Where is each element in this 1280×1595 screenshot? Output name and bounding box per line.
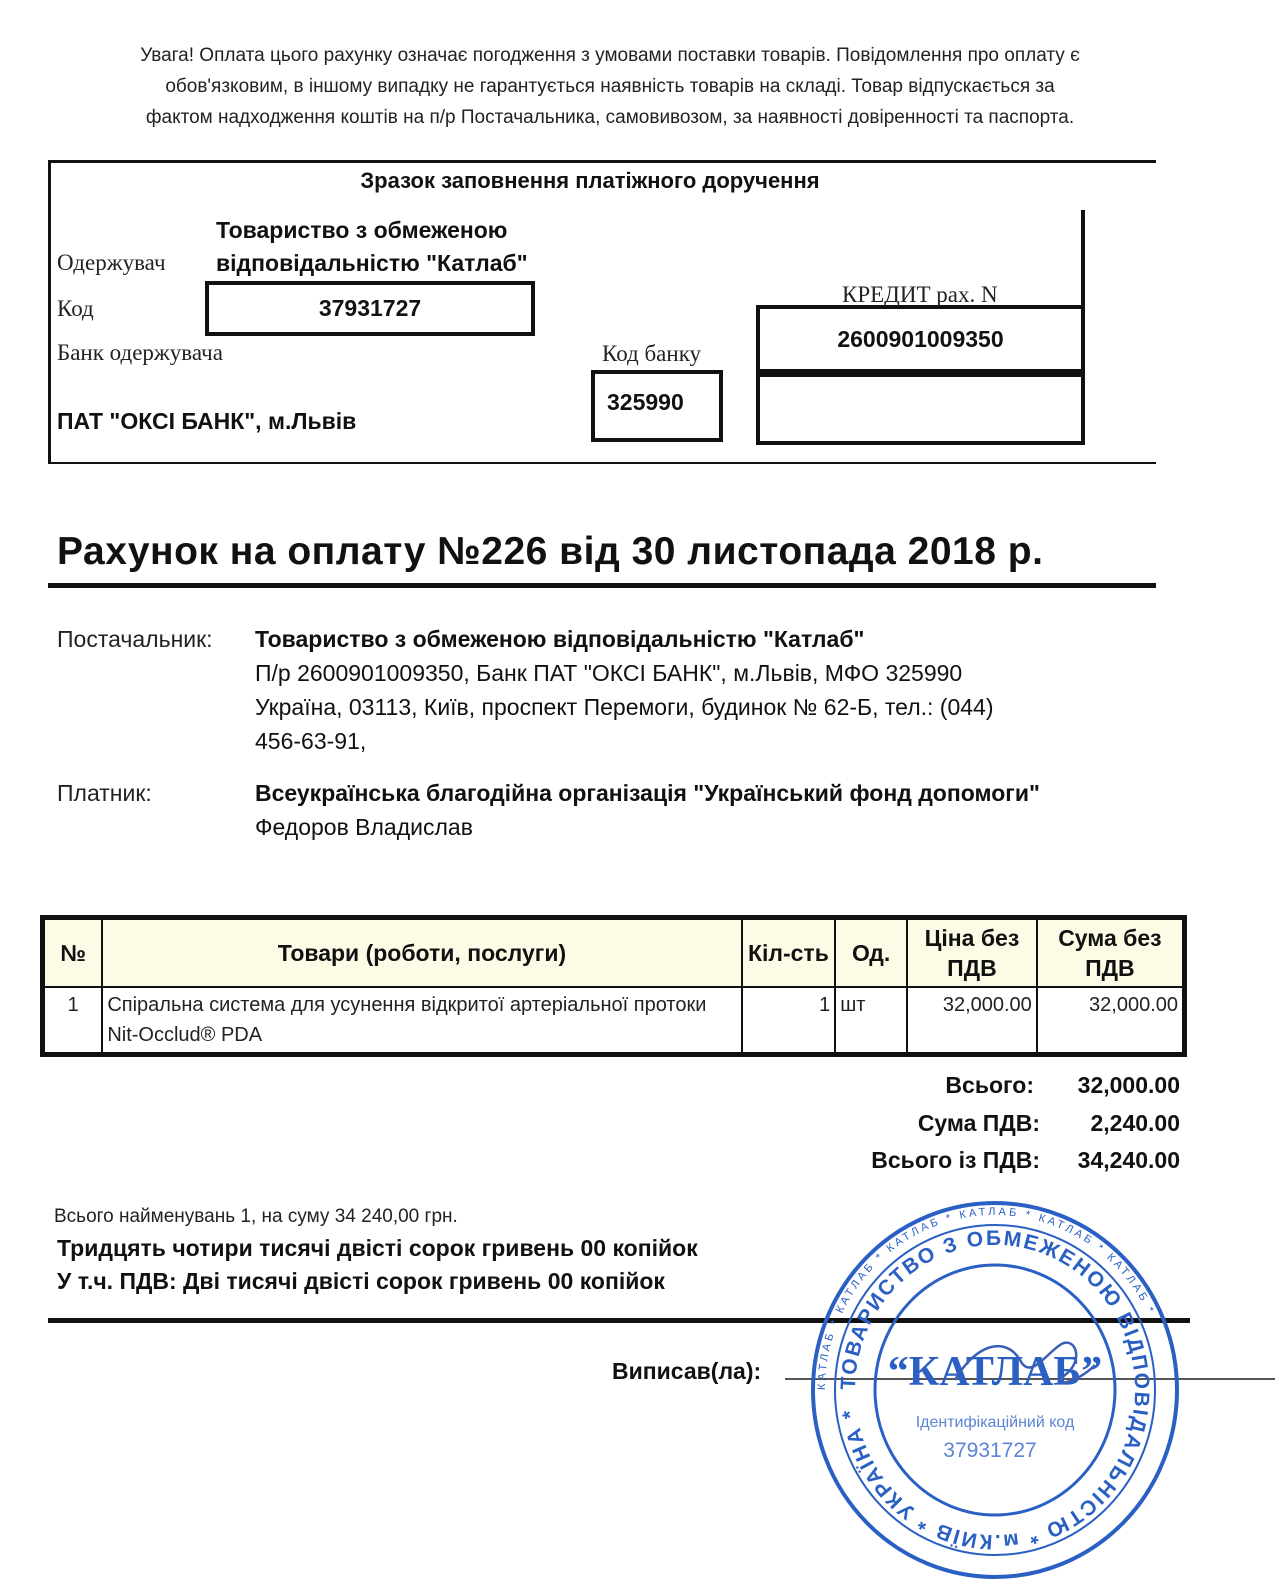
bank-label: Банк одержувача <box>57 340 223 365</box>
account-number-box: 2600901009350 <box>756 305 1085 373</box>
vat-label: Сума ПДВ: <box>917 1110 1040 1136</box>
col-header-no: № <box>43 918 103 988</box>
payer-label: Платник: <box>57 780 152 806</box>
payer-name: Всеукраїнська благодійна організація "Український фонд допомоги" <box>255 780 1040 806</box>
vat-in-words: У т.ч. ПДВ: Дві тисячі двісті сорок гривень 00 копійок <box>57 1268 665 1294</box>
stamp-center-name: “КАТЛАБ” <box>887 1349 1103 1395</box>
col-header-price: Ціна без ПДВ <box>907 918 1037 988</box>
credit-account-label: КРЕДИТ рах. N <box>842 282 998 307</box>
sample-box-left-border <box>48 160 51 462</box>
supplier-phone: 456-63-91, <box>255 728 367 754</box>
recipient-label: Одержувач <box>57 250 166 275</box>
sample-box-bottom-border <box>48 462 1156 464</box>
total-in-words: Тридцять чотири тисячі двісті сорок гривень 00 копійок <box>57 1235 698 1261</box>
table-row <box>43 987 1185 1055</box>
supplier-label: Постачальник: <box>57 626 213 652</box>
supplier-name: Товариство з обмеженою відповідальністю "Катлаб" <box>255 626 865 652</box>
notice-line: Увага! Оплата цього рахунку означає погодження з умовами поставки товарів. Повідомлення про оплату є <box>140 45 1080 66</box>
items-count-summary: Всього найменувань 1, на суму 34 240,00 грн. <box>54 1206 458 1227</box>
total-with-vat-value: 34,240.00 <box>1077 1147 1180 1173</box>
total-label: Всього: <box>945 1072 1034 1098</box>
payer-person: Федоров Владислав <box>255 814 473 840</box>
stamp-outer-ring-text: КАТЛАБ * КАТЛАБ * КАТЛАБ * КАТЛАБ * КАТЛАБ * КАТЛАБ * <box>815 1205 1158 1391</box>
invoice-title: Рахунок на оплату №226 від 30 листопада 2018 р. <box>57 530 1044 573</box>
col-header-unit: Од. <box>835 918 907 988</box>
account-empty-box <box>756 373 1085 445</box>
recipient-name-line: відповідальністю "Катлаб" <box>216 250 528 276</box>
stamp-id-value: 37931727 <box>943 1439 1037 1462</box>
total-with-vat-label: Всього із ПДВ: <box>871 1147 1040 1173</box>
row-no: 1 <box>43 987 103 1055</box>
table-header-row <box>43 918 1185 988</box>
col-header-goods: Товари (роботи, послуги) <box>102 918 741 988</box>
col-header-qty: Кіл-сть <box>742 918 836 988</box>
notice-line: фактом надходження коштів на п/р Постачальника, самовивозом, за наявності довіренності та паспорта. <box>145 107 1075 128</box>
company-stamp <box>805 1195 1185 1585</box>
vat-value: 2,240.00 <box>1090 1110 1180 1136</box>
row-unit: шт <box>835 987 907 1055</box>
code-value-box: 37931727 <box>205 281 535 336</box>
supplier-details <box>255 622 994 758</box>
row-price: 32,000.00 <box>907 987 1037 1055</box>
stamp-id-label: Ідентифікаційний код <box>915 1414 1075 1431</box>
bank-name: ПАТ "ОКСІ БАНК", м.Львів <box>57 408 357 434</box>
supplier-address: Україна, 03113, Київ, проспект Перемоги, будинок № 62-Б, тел.: (044) <box>255 694 994 720</box>
notice-line: обов'язковим, в іншому випадку не гарантується наявність товарів на складі. Товар відпускається за <box>165 76 1055 97</box>
payment-notice <box>60 40 1160 133</box>
recipient-name <box>216 214 528 280</box>
bank-code-label: Код банку <box>602 341 702 366</box>
row-goods: Спіральна система для усунення відкритої артеріальної протоки Nit-Occlud® PDA <box>102 987 741 1055</box>
issued-by-label: Виписав(ла): <box>612 1358 762 1384</box>
payer-details <box>255 776 1040 844</box>
sample-title: Зразок заповнення платіжного доручення <box>360 168 820 193</box>
recipient-name-line: Товариство з обмеженою <box>216 217 508 243</box>
row-sum: 32,000.00 <box>1037 987 1185 1055</box>
code-label: Код <box>57 296 94 321</box>
sample-box-top-border <box>48 160 1156 163</box>
items-table <box>40 915 1187 1057</box>
row-qty: 1 <box>742 987 836 1055</box>
total-value: 32,000.00 <box>1077 1072 1180 1098</box>
stamp-ring-text: ТОВАРИСТВО З ОБМЕЖЕНОЮ ВІДПОВІДАЛЬНІСТЮ * м.КИЇВ * УКРАЇНА * <box>836 1226 1154 1554</box>
col-header-sum: Сума без ПДВ <box>1037 918 1185 988</box>
supplier-account: П/р 2600901009350, Банк ПАТ "ОКСІ БАНК", м.Львів, МФО 325990 <box>255 660 963 686</box>
bank-code-box: 325990 <box>591 370 723 442</box>
title-underline <box>48 583 1156 588</box>
